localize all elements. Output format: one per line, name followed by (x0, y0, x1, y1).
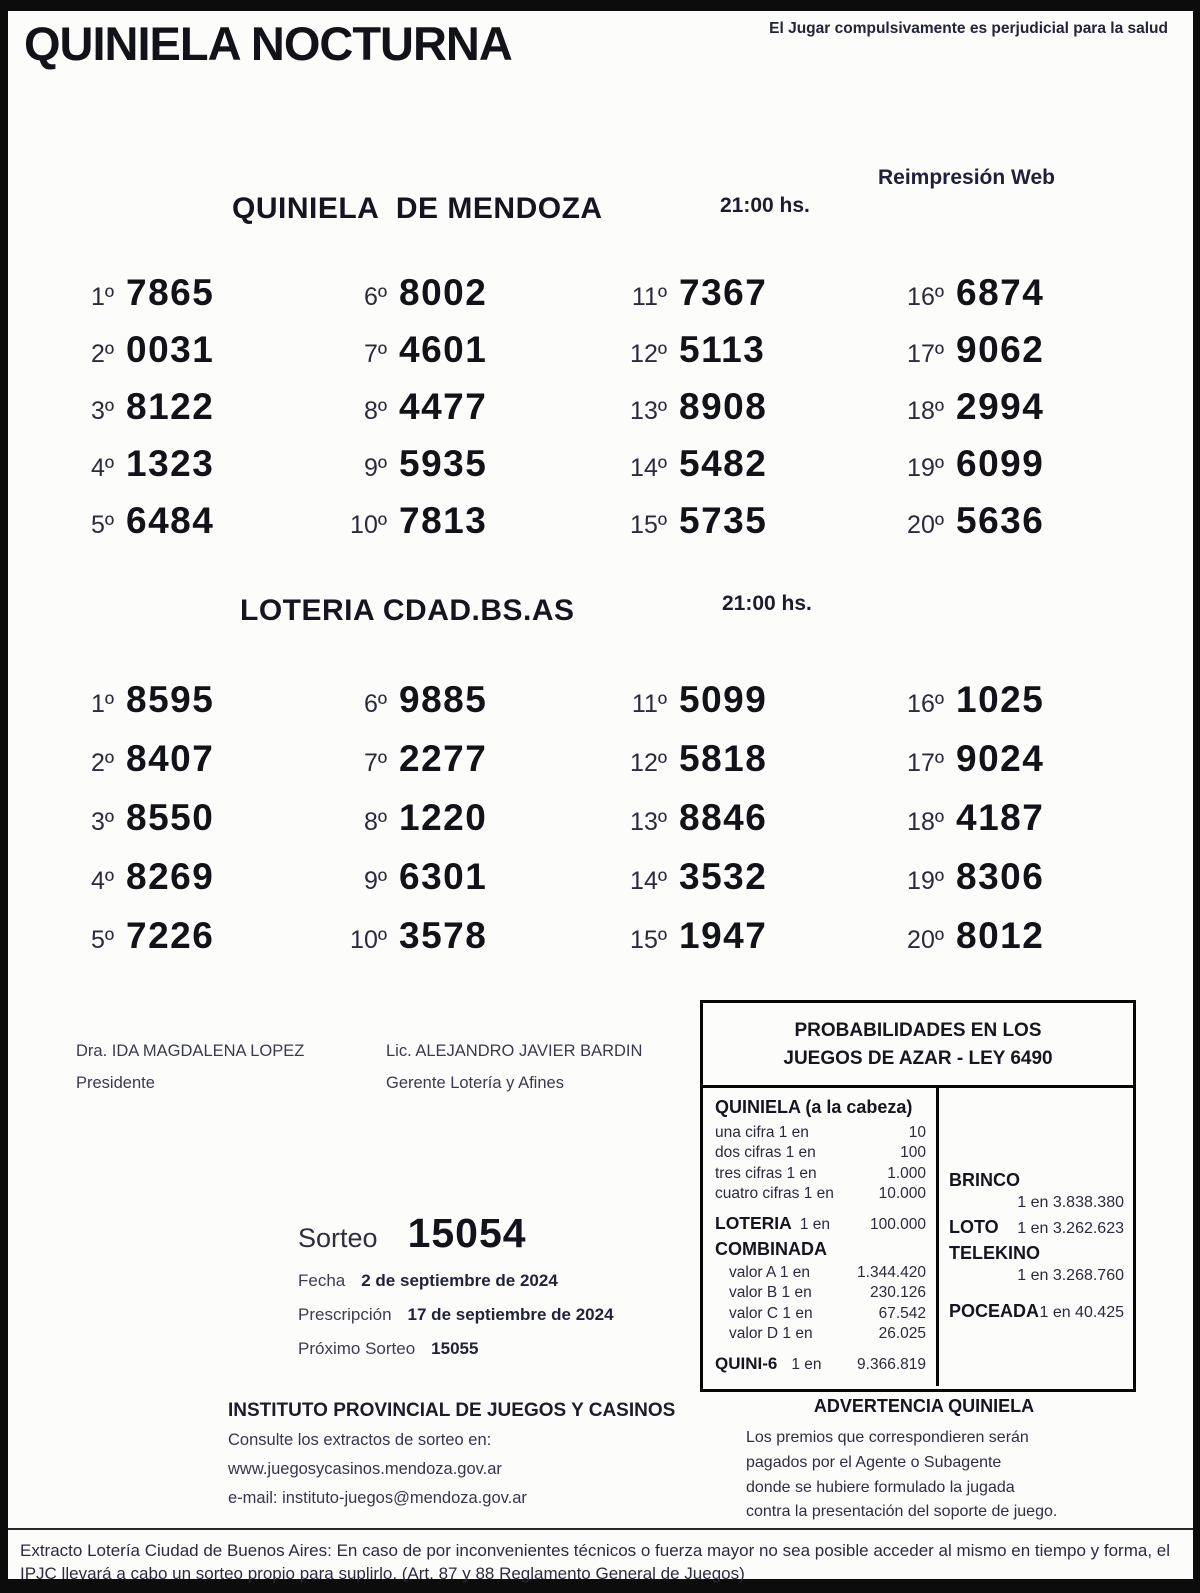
result-number: 9885 (399, 679, 488, 720)
probability-label: tres cifras 1 en (715, 1164, 817, 1182)
result-number: 7367 (679, 272, 768, 313)
game-value: 1 en 40.425 (1039, 1304, 1124, 1321)
result-position: 9º (363, 454, 387, 482)
result-item (892, 435, 1122, 492)
prescripcion-label: Prescripción (298, 1305, 392, 1324)
result-position: 9º (363, 867, 387, 895)
result-position: 16º (907, 283, 944, 311)
game-row (949, 1170, 1124, 1212)
result-number: 1323 (126, 443, 215, 484)
sorteo-label: Sorteo (298, 1223, 378, 1253)
probability-label: valor B 1 en (729, 1284, 812, 1302)
result-number: 8407 (126, 738, 215, 779)
result-item (615, 321, 892, 378)
result-position: 12º (630, 340, 667, 368)
result-position: 7º (363, 340, 387, 368)
signatory-manager (386, 1042, 642, 1093)
result-position: 16º (907, 690, 944, 718)
result-position: 13º (630, 397, 667, 425)
probability-row (715, 1184, 926, 1204)
advertencia-title: ADVERTENCIA QUINIELA (813, 1396, 1035, 1416)
loteria-probability-row (715, 1213, 926, 1234)
result-number: 7865 (126, 272, 215, 313)
result-item (62, 847, 335, 906)
result-number: 0031 (126, 329, 215, 370)
probabilities-title (703, 1003, 1133, 1088)
probabilities-title-line1: PROBABILIDADES EN LOS (794, 1020, 1042, 1041)
result-item (615, 788, 892, 847)
probability-row (715, 1123, 926, 1143)
result-item (62, 321, 335, 378)
draw-title-mendoza: QUINIELA DE MENDOZA (232, 192, 603, 225)
probability-label: valor C 1 en (729, 1304, 813, 1322)
result-number: 8002 (399, 272, 488, 313)
instituto-block (228, 1400, 708, 1508)
fecha-label: Fecha (298, 1271, 346, 1290)
result-item (615, 264, 892, 321)
result-number: 4187 (956, 797, 1045, 838)
result-item (335, 906, 615, 965)
result-position: 17º (907, 749, 944, 777)
result-position: 19º (907, 454, 944, 482)
advertencia-block (726, 1396, 1122, 1525)
probabilities-right-column (939, 1088, 1133, 1386)
result-number: 6099 (956, 443, 1045, 484)
game-row (949, 1301, 1124, 1322)
probabilities-left-column (703, 1088, 939, 1386)
instituto-name: INSTITUTO PROVINCIAL DE JUEGOS Y CASINOS (228, 1400, 676, 1421)
result-number: 1947 (679, 915, 768, 956)
result-item (335, 492, 615, 549)
result-position: 8º (363, 808, 387, 836)
footer-divider (8, 1528, 1193, 1530)
result-number: 2277 (399, 738, 488, 779)
result-position: 10º (350, 926, 387, 954)
result-number: 3532 (679, 856, 768, 897)
result-item (615, 729, 892, 788)
result-item (335, 847, 615, 906)
loteria-value: 100.000 (869, 1215, 926, 1233)
result-item (335, 435, 615, 492)
page-border-top (0, 0, 1200, 11)
result-item (62, 264, 335, 321)
probability-row (715, 1324, 926, 1344)
game-value: 1 en 3.262.623 (1017, 1220, 1124, 1237)
footer-note: Extracto Lotería Ciudad de Buenos Aires: En caso de por inconvenientes técnicos o fuerza mayor no sea posible acceder al mismo en tiempo y forma, el IPJC llevará a cabo un sorteo propio para suplirlo. (Art. 87 y 88 Reglamento General de Juegos) (20, 1541, 1171, 1583)
result-position: 6º (363, 283, 387, 311)
results-grid-mendoza (62, 264, 1122, 549)
probability-label: cuatro cifras 1 en (715, 1185, 834, 1203)
page-border-right (1193, 0, 1200, 1593)
result-number: 2994 (956, 386, 1045, 427)
sorteo-number: 15054 (407, 1210, 527, 1256)
result-position: 17º (907, 340, 944, 368)
advertencia-line: pagados por el Agente o Subagente (746, 1453, 1002, 1471)
quini6-probability-row (715, 1354, 926, 1374)
result-position: 5º (90, 926, 114, 954)
result-item (62, 906, 335, 965)
probability-row (715, 1304, 926, 1324)
probability-label: valor A 1 en (729, 1263, 811, 1281)
game-label: BRINCO (949, 1170, 1020, 1190)
probability-value: 230.126 (869, 1284, 926, 1302)
result-number: 5735 (679, 500, 768, 541)
result-item (62, 788, 335, 847)
result-item (62, 670, 335, 729)
advertencia-line: Los premios que correspondieren serán (746, 1429, 1029, 1446)
signatory-role: Presidente (76, 1074, 155, 1092)
result-number: 7226 (126, 915, 215, 956)
result-position: 3º (90, 397, 114, 425)
advertencia-line: donde se hubiere formulado la jugada (746, 1478, 1015, 1496)
result-position: 2º (90, 749, 114, 777)
result-number: 5113 (679, 329, 766, 370)
result-position: 14º (630, 867, 667, 895)
result-position: 19º (907, 867, 944, 895)
probability-label: valor D 1 en (729, 1325, 813, 1343)
result-item (615, 847, 892, 906)
result-item (335, 670, 615, 729)
result-item (62, 435, 335, 492)
loteria-label: LOTERIA (715, 1212, 792, 1233)
result-item (892, 906, 1122, 965)
reprint-label: Reimpresión Web (878, 166, 1055, 189)
result-position: 3º (90, 808, 114, 836)
probability-row (715, 1164, 926, 1184)
instituto-line: www.juegosycasinos.mendoza.gov.ar (228, 1459, 502, 1478)
result-number: 9062 (956, 329, 1045, 370)
result-item (892, 378, 1122, 435)
result-position: 13º (630, 808, 667, 836)
probability-value: 26.025 (878, 1325, 926, 1343)
probability-label: una cifra 1 en (715, 1124, 809, 1141)
game-label: POCEADA (949, 1301, 1040, 1321)
result-number: 5818 (679, 738, 768, 779)
combinada-probability-rows (715, 1263, 926, 1345)
result-position: 20º (907, 511, 944, 539)
result-number: 5636 (956, 500, 1045, 541)
result-number: 5099 (679, 679, 768, 720)
quiniela-probabilities-header: QUINIELA (a la cabeza) (715, 1097, 913, 1117)
draw-info (298, 1210, 614, 1359)
result-item (892, 264, 1122, 321)
combinada-header: COMBINADA (715, 1238, 827, 1259)
result-item (892, 729, 1122, 788)
result-number: 8846 (679, 797, 768, 838)
result-number: 8550 (126, 797, 215, 838)
probability-value: 10 (908, 1124, 926, 1141)
probability-row (715, 1283, 926, 1303)
result-position: 11º (631, 690, 667, 718)
game-row (949, 1243, 1124, 1285)
probability-value: 10.000 (878, 1185, 926, 1203)
result-position: 11º (631, 283, 667, 311)
result-position: 8º (363, 397, 387, 425)
result-number: 8908 (679, 386, 768, 427)
result-number: 3578 (399, 915, 488, 956)
proximo-sorteo-label: Próximo Sorteo (298, 1339, 416, 1358)
result-number: 5935 (399, 443, 488, 484)
result-item (62, 492, 335, 549)
loteria-mid: 1 en (799, 1215, 830, 1233)
result-number: 7813 (399, 500, 488, 541)
advertencia-lines (726, 1426, 1122, 1525)
result-number: 8122 (126, 386, 215, 427)
instituto-line: Consulte los extractos de sorteo en: (228, 1431, 492, 1449)
result-number: 9024 (956, 738, 1045, 779)
result-position: 15º (630, 926, 667, 954)
signatory-name: Lic. ALEJANDRO JAVIER BARDIN (386, 1042, 643, 1060)
result-number: 5482 (679, 443, 768, 484)
result-item (892, 788, 1122, 847)
quiniela-probability-rows (715, 1123, 926, 1205)
result-item (615, 906, 892, 965)
signatory-president (76, 1042, 304, 1093)
result-position: 7º (363, 749, 387, 777)
result-position: 4º (90, 867, 114, 895)
result-item (335, 321, 615, 378)
result-item (615, 492, 892, 549)
result-item (335, 378, 615, 435)
probabilities-box (700, 1000, 1136, 1392)
instituto-lines (228, 1431, 708, 1508)
result-number: 6874 (956, 272, 1045, 313)
page-border-left (0, 0, 8, 1593)
draw-time-bsas: 21:00 hs. (722, 592, 812, 615)
probability-value: 67.542 (878, 1304, 926, 1322)
result-number: 8306 (956, 856, 1045, 897)
result-position: 14º (630, 454, 667, 482)
game-value: 1 en 3.838.380 (1017, 1194, 1124, 1211)
quini6-value: 9.366.819 (857, 1355, 926, 1373)
result-item (335, 788, 615, 847)
result-position: 5º (90, 511, 114, 539)
instituto-line: e-mail: instituto-juegos@mendoza.gov.ar (228, 1488, 527, 1507)
probability-row (715, 1263, 926, 1283)
result-position: 18º (907, 808, 944, 836)
result-item (615, 670, 892, 729)
result-number: 6484 (126, 500, 215, 541)
result-position: 1º (90, 283, 114, 311)
result-item (335, 264, 615, 321)
advertencia-line: contra la presentación del soporte de juego. (746, 1503, 1058, 1521)
quini6-mid: 1 en (791, 1355, 822, 1373)
draw-title-bsas: LOTERIA CDAD.BS.AS (240, 594, 575, 627)
result-number: 8595 (126, 679, 215, 720)
probability-value: 1.344.420 (857, 1263, 926, 1281)
result-position: 15º (630, 511, 667, 539)
result-position: 1º (90, 690, 114, 718)
signatory-name: Dra. IDA MAGDALENA LOPEZ (76, 1042, 305, 1060)
result-item (892, 670, 1122, 729)
result-position: 18º (907, 397, 944, 425)
signatory-role: Gerente Lotería y Afines (386, 1074, 564, 1092)
page-title: QUINIELA NOCTURNA (24, 17, 512, 70)
fecha-value: 2 de septiembre de 2024 (361, 1271, 558, 1290)
result-item (615, 378, 892, 435)
result-number: 4601 (399, 329, 488, 370)
quini6-label: QUINI-6 (715, 1353, 778, 1373)
result-item (62, 378, 335, 435)
result-number: 1025 (956, 679, 1045, 720)
result-number: 4477 (399, 386, 488, 427)
game-label: LOTO (949, 1217, 999, 1237)
probability-label: dos cifras 1 en (715, 1144, 816, 1162)
result-position: 12º (630, 749, 667, 777)
result-position: 6º (363, 690, 387, 718)
result-item (892, 492, 1122, 549)
result-position: 10º (350, 511, 387, 539)
result-number: 1220 (399, 797, 488, 838)
result-number: 8012 (956, 915, 1045, 956)
probabilities-title-line2: JUEGOS DE AZAR - LEY 6490 (783, 1048, 1053, 1069)
result-item (892, 847, 1122, 906)
probability-row (715, 1143, 926, 1163)
draw-time-mendoza: 21:00 hs. (720, 194, 810, 217)
game-row (949, 1217, 1124, 1238)
result-number: 6301 (399, 856, 488, 897)
game-label: TELEKINO (949, 1243, 1041, 1263)
result-item (62, 729, 335, 788)
result-number: 8269 (126, 856, 215, 897)
game-value: 1 en 3.268.760 (1017, 1267, 1124, 1284)
result-item (892, 321, 1122, 378)
result-position: 4º (90, 454, 114, 482)
result-position: 20º (907, 926, 944, 954)
proximo-sorteo-value: 15055 (431, 1339, 479, 1358)
prescripcion-value: 17 de septiembre de 2024 (407, 1305, 614, 1324)
probability-value: 100 (900, 1144, 926, 1162)
result-position: 2º (90, 340, 114, 368)
result-item (615, 435, 892, 492)
results-grid-bsas (62, 670, 1122, 965)
probability-value: 1.000 (887, 1164, 926, 1182)
health-warning: El Jugar compulsivamente es perjudicial para la salud (769, 20, 1168, 37)
result-item (335, 729, 615, 788)
